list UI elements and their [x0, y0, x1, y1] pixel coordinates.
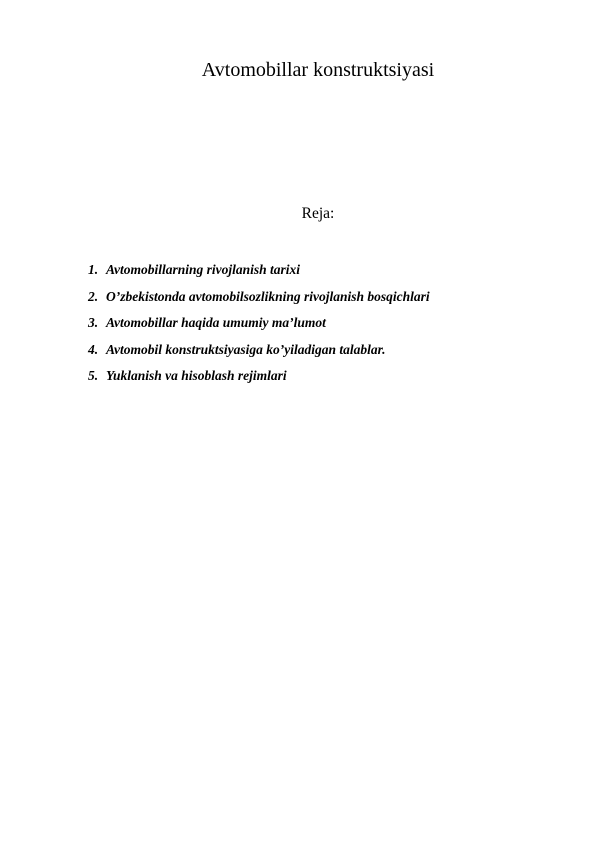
plan-item-number: 3. — [88, 315, 99, 330]
plan-item-1 — [88, 260, 558, 280]
plan-item-number: 4. — [88, 341, 99, 357]
plan-item-text: Avtomobillar haqida umumiy ma’lumot — [106, 315, 326, 330]
plan-heading: Reja: — [301, 205, 335, 222]
plan-item-2 — [88, 287, 558, 307]
plan-item-number: 1. — [88, 262, 99, 277]
plan-item-text: Avtomobillarning rivojlanish tarixi — [106, 262, 301, 277]
plan-item-text: O’zbekistonda avtomobilsozlikning rivojlanish bosqichlari — [106, 288, 430, 304]
plan-item-5 — [88, 366, 558, 386]
plan-item-number: 5. — [88, 368, 99, 383]
plan-item-3 — [88, 313, 558, 333]
plan-list — [88, 260, 558, 393]
plan-item-text: Yuklanish va hisoblash rejimlari — [106, 368, 287, 383]
plan-item-text: Avtomobil konstruktsiyasiga ko’yiladigan talablar. — [106, 341, 386, 357]
plan-item-number: 2. — [88, 288, 99, 304]
document-title: Avtomobillar konstruktsiyasi — [201, 59, 435, 81]
plan-item-4 — [88, 340, 558, 360]
